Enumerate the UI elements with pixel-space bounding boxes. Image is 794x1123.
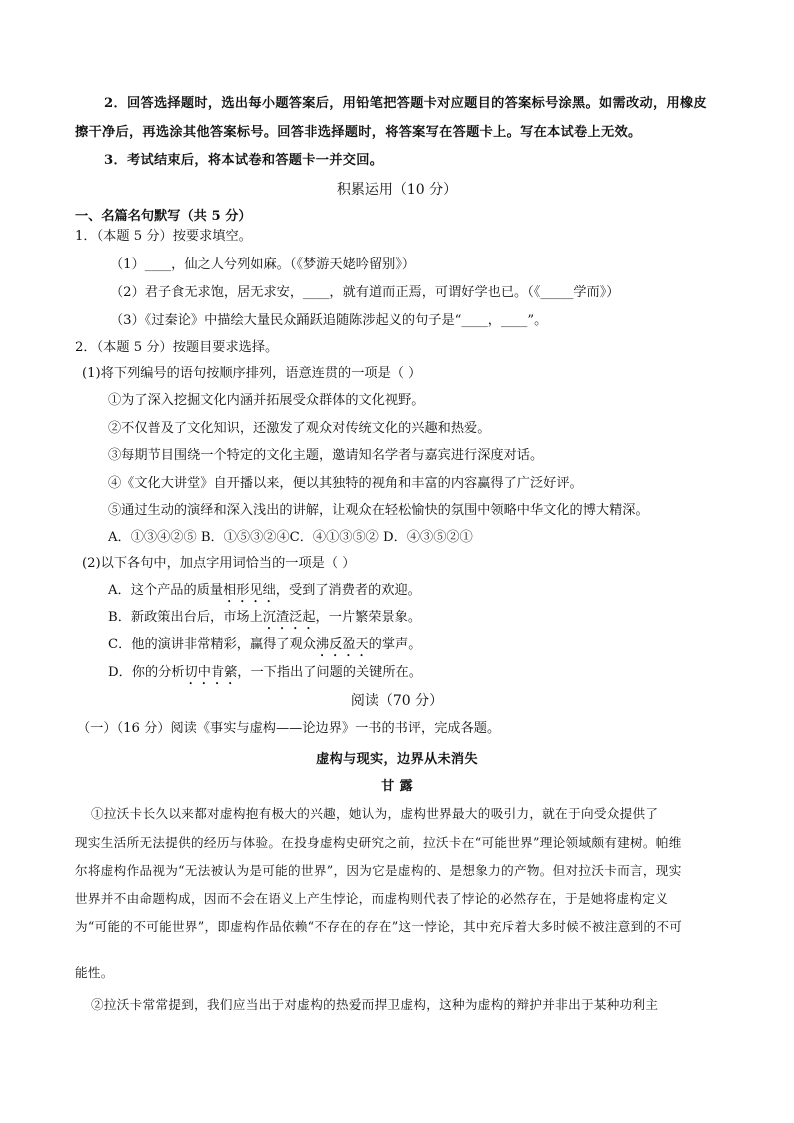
sentence-item-2: ②不仅普及了文化知识，还激发了观众对传统文化的兴趣和热爱。: [108, 421, 491, 436]
reading-part-1-intro: （一）（16 分）阅读《事实与虚构——论边界》一书的书评，完成各题。: [77, 721, 501, 736]
sentence-item-4: ④《文化大讲堂》自开播以来，便以其独特的视角和丰富的内容赢得了广泛好评。: [108, 476, 583, 491]
instruction-item-2-line1: 2．回答选择题时，选出每小题答案后，用铅笔把答题卡对应题目的答案标号涂黑。如需改动，用橡皮: [104, 96, 707, 111]
option-d: [108, 664, 422, 688]
option-a-suffix: ，受到了消费者的欢迎。: [275, 583, 421, 598]
option-a-dotted-term: 相形见绌: [223, 583, 276, 598]
instruction-item-3: 3．考试结束后，将本试卷和答题卡一并交回。: [104, 153, 384, 168]
question-2-sub-2: (2)以下各句中，加点字用词恰当的一项是（ ）: [82, 556, 356, 571]
section-title-accumulation: 积累运用（10 分）: [336, 182, 458, 198]
option-d-dotted-term: 切中肯綮: [184, 665, 238, 680]
sentence-item-3: ③每期节目围绕一个特定的文化主题，邀请知名学者与嘉宾进行深度对话。: [108, 448, 544, 463]
question-2-sub-1: (1)将下列编号的语句按顺序排列，语意连贯的一项是（ ）: [82, 366, 422, 381]
question-1-sub-3: （3）《过秦论》中描绘大量民众踊跃追随陈涉起义的句子是“____，____”。: [110, 313, 548, 328]
instruction-item-2-line2: 擦干净后，再选涂其他答案标号。回答非选择题时，将答案写在答题卡上。写在本试卷上无效。: [75, 125, 642, 140]
option-b-prefix: B．新政策出台后，市场上: [108, 610, 263, 625]
article-author: 甘 露: [381, 779, 413, 794]
option-b-dotted-term: 沉渣泛起: [262, 610, 316, 625]
question-1-sub-2: （2）君子食无求饱，居无求安，____，就有道而正焉，可谓好学也已。（《_____学而》）: [110, 285, 620, 300]
option-b-suffix: ，一片繁荣景象。: [315, 610, 422, 625]
question-2-stem: 2．（本题 5 分）按题目要求选择。: [75, 340, 279, 355]
option-a-prefix: A．这个产品的质量: [108, 583, 224, 598]
article-para-2-line-1: ②拉沃卡常常提到，我们应当出于对虚构的热爱而捍卫虚构，这种为虚构的辩护并非出于某种功利主: [91, 997, 659, 1012]
sentence-item-5: ⑤通过生动的演绎和深入浅出的讲解，让观众在轻松愉快的氛围中领略中华文化的博大精深。: [108, 503, 649, 518]
article-para-1-line-6: 能性。: [75, 965, 114, 980]
option-c-dotted-term: 沸反盈天: [315, 637, 369, 652]
sentence-item-1: ①为了深入挖掘文化内涵并拓展受众群体的文化视野。: [108, 393, 425, 408]
option-c-suffix: 的掌声。: [368, 637, 422, 652]
part-heading-recitation: 一、名篇名句默写（共 5 分）: [75, 209, 252, 224]
article-para-1-line-5: 为“可能的不可能世界”，即虚构作品依赖“不存在的存在”这一悖论，其中充斥着大多时候不被注意到的不可: [75, 919, 683, 934]
option-a: [108, 582, 421, 606]
option-c: [108, 636, 421, 660]
question-1-sub-1: （1）____，仙之人兮列如麻。（《梦游天姥吟留别》）: [110, 257, 416, 272]
option-d-suffix: ，一下指出了问题的关键所在。: [237, 665, 422, 680]
article-para-1-line-3: 尔将虚构作品视为“无法被认为是可能的世界”，因为它是虚构的、是想象力的产物。但对拉沃卡而言，现实: [75, 863, 682, 878]
question-2-options-1: A．①③④②⑤ B．①⑤③②④C．④①③⑤② D．④③⑤②①: [108, 530, 473, 545]
article-title: 虚构与现实，边界从未消失: [316, 752, 478, 767]
section-title-reading: 阅读（70 分）: [350, 693, 444, 709]
article-para-1-line-2: 现实生活所无法提供的经历与体验。在投身虚构史研究之前，拉沃卡在“可能世界”理论领域颇有建树。帕维: [75, 835, 682, 850]
question-1-stem: 1．（本题 5 分）按要求填空。: [75, 229, 252, 244]
article-para-1-line-1: ①拉沃卡长久以来都对虚构抱有极大的兴趣，她认为，虚构世界最大的吸引力，就在于向受众提供了: [91, 806, 659, 821]
article-para-1-line-4: 世界并不由命题构成，因而不会在语义上产生悖论，而虚构则代表了悖论的必然存在，于是她将虚构定义: [75, 891, 669, 906]
option-d-prefix: D．你的分析: [108, 665, 185, 680]
option-c-prefix: C．他的演讲非常精彩，赢得了观众: [108, 637, 316, 652]
option-b: [108, 609, 421, 633]
